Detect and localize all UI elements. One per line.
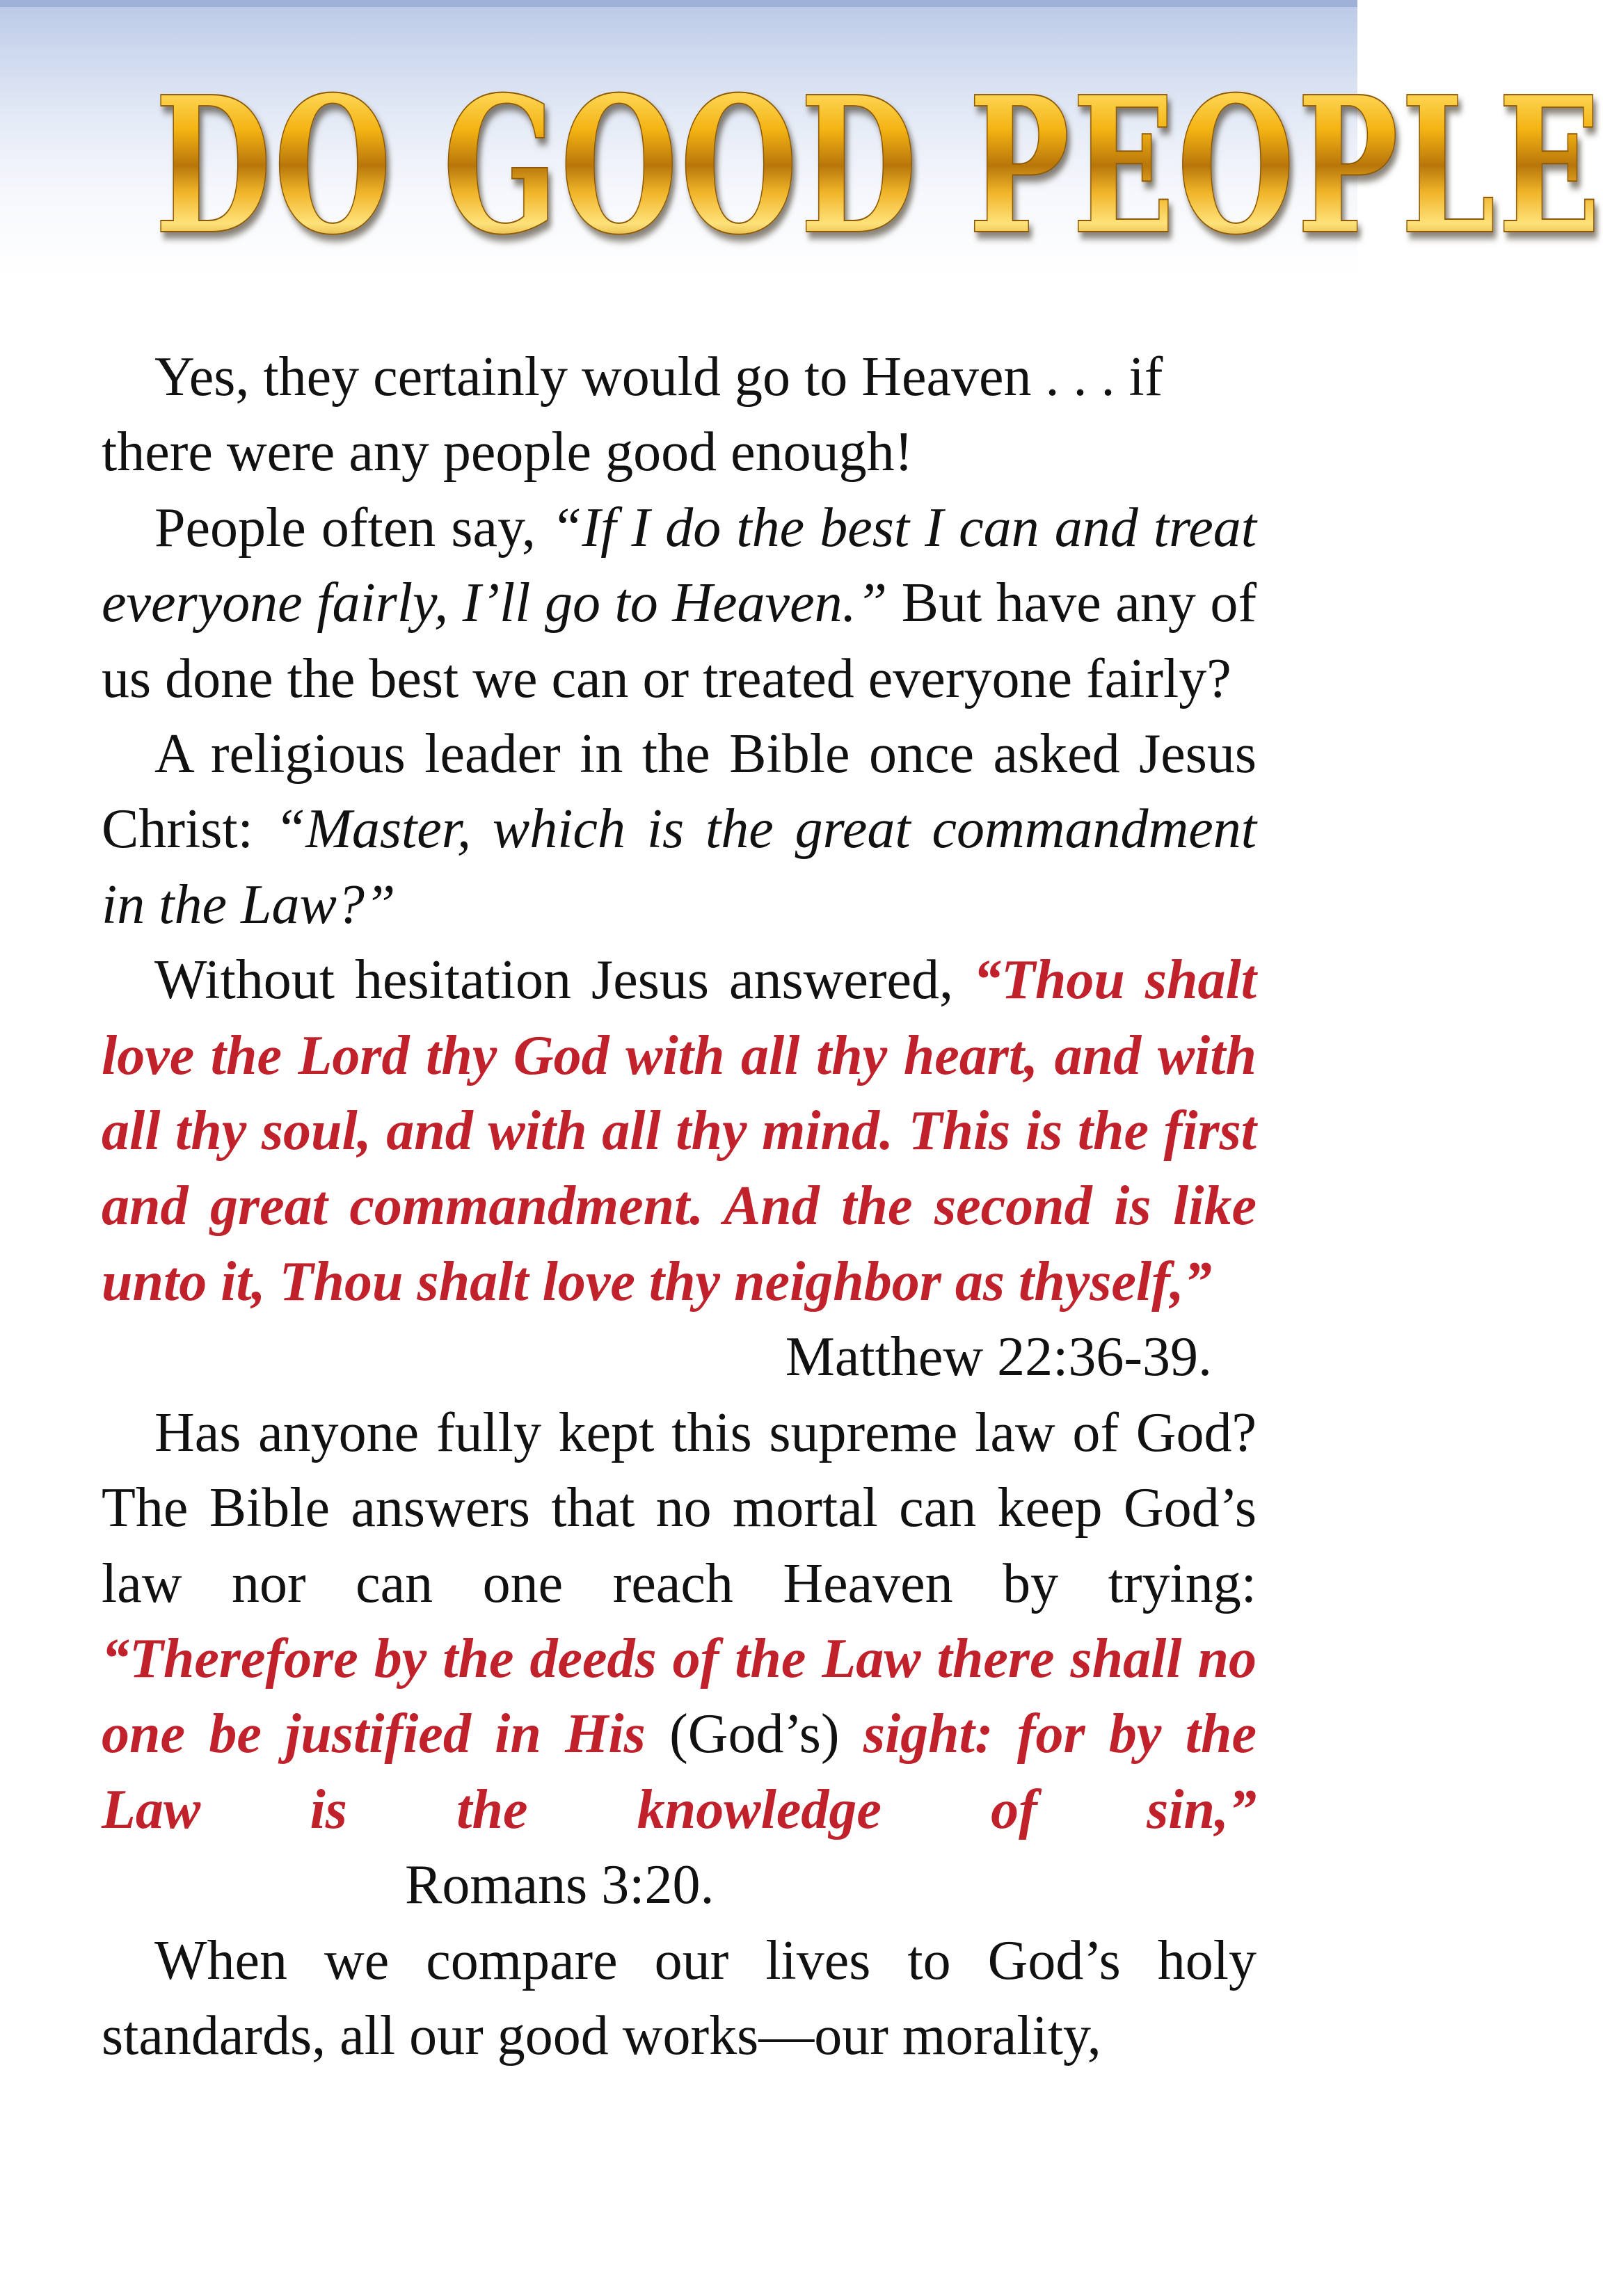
- paragraph-3: [102, 716, 1257, 942]
- paragraph-4: [102, 942, 1257, 1319]
- paragraph-1: Yes, they certainly would go to Heaven . . . if there were any people good enough!: [102, 346, 1163, 483]
- paragraph-5-lead: Has anyone fully kept this supreme law of God? The Bible answers that no mortal can keep God’s law nor can one reach Heaven by trying:: [102, 1402, 1257, 1614]
- reference-matthew: Matthew 22:36-39.: [785, 1326, 1212, 1388]
- paragraph-2-tail: But have any of us done the best we can or treated everyone fairly?: [102, 572, 1257, 709]
- scripture-quote-romans-b: sight: for by the Law is the knowledge of sin,”: [102, 1703, 1257, 1840]
- paragraph-2-quote: “If I do the best I can and treat everyone fairly, I’ll go to Heaven.”: [102, 497, 1257, 634]
- article-body: [102, 339, 1257, 2073]
- paragraph-3-lead: A religious leader in the Bible once asked Jesus Christ:: [102, 723, 1257, 860]
- paragraph-5: [102, 1395, 1257, 1923]
- paragraph-2-lead: People often say,: [154, 497, 551, 559]
- header-banner: [0, 0, 1603, 306]
- paragraph-4-lead: Without hesitation Jesus answered,: [154, 949, 974, 1011]
- scripture-quote-romans-a: “Therefore by the deeds of the Law there shall no one be justified in His: [102, 1628, 1257, 1765]
- paragraph-6: When we compare our lives to God’s holy standards, all our good works—our morality,: [102, 1929, 1257, 2066]
- scripture-quote-matthew: “Thou shalt love the Lord thy God with all thy heart, and with all thy soul, and with all thy mind. This is the first and great commandment. And the second is like unto it, Thou shalt love thy neighbor as thyself,”: [102, 949, 1257, 1312]
- paragraph-5-aside: (God’s): [645, 1703, 863, 1765]
- paragraph-2: [102, 490, 1257, 716]
- reference-romans: Romans 3:20.: [405, 1854, 715, 1916]
- paragraph-3-quote: “Master, which is the great commandment in the Law?”: [102, 798, 1257, 936]
- headline-title: DO GOOD PEOPLE: [154, 55, 1603, 276]
